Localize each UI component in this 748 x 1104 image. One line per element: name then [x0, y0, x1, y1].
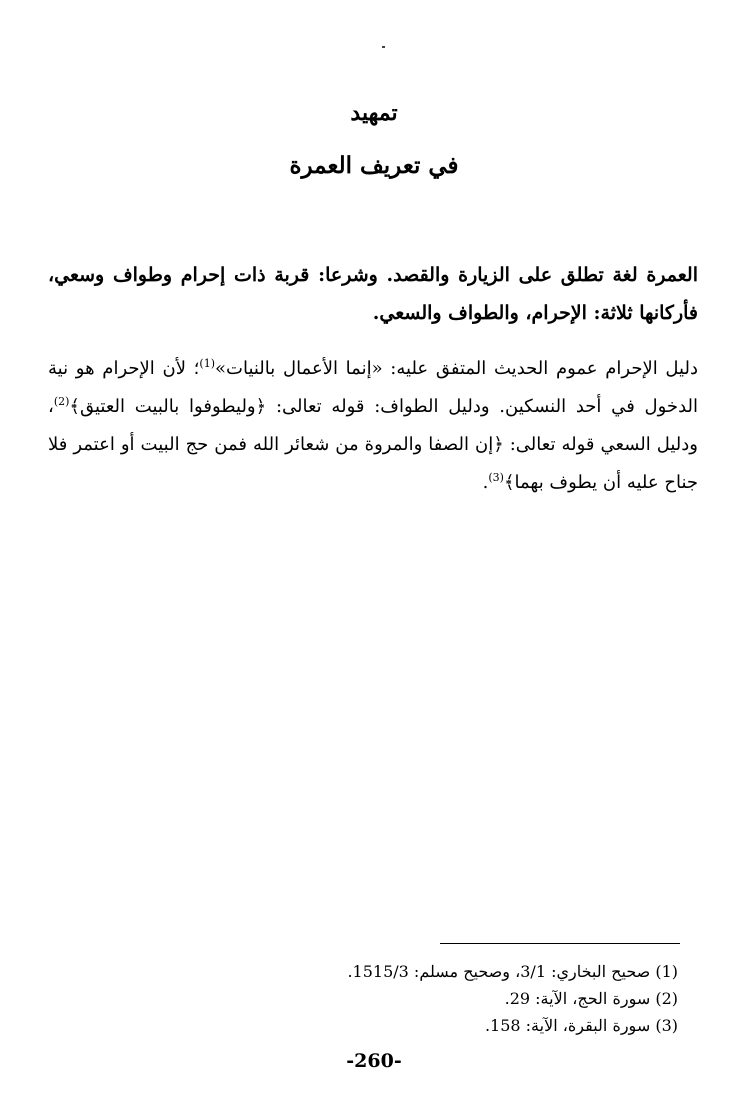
intro-paragraph: العمرة لغة تطلق على الزيارة والقصد. وشرعا: قربة ذات إحرام وطواف وسعي، فأركانها ثلاثة: الإحرام، والطواف والسعي. [48, 264, 698, 324]
footnote-ref-3: (3) [488, 471, 504, 484]
footnote-ref-2: (2) [53, 395, 70, 408]
footnotes-list [347, 958, 678, 1039]
page-subtitle: في تعريف العمرة [289, 152, 459, 179]
footnote-item: (3) سورة البقرة، الآية: 158. [484, 1016, 678, 1035]
evidence-text-sai: ، ودليل السعي قوله تعالى: ﴿إن الصفا والمروة من شعائر الله فمن حج البيت أو اعتمر فلا جناح عليه أن يطوف بهما﴾ [48, 396, 698, 493]
footnote-item: (2) سورة الحج، الآية: 29. [504, 989, 678, 1008]
page-title: تمهيد [350, 100, 398, 126]
evidence-text-tawaf: ؛ لأن الإحرام هو نية الدخول في أحد النسكين. ودليل الطواف: قوله تعالى: ﴿وليطوفوا بالبيت العتيق﴾ [48, 358, 698, 417]
footnote-divider [440, 943, 680, 944]
page-number: -260- [346, 1050, 402, 1072]
footnote-ref-1: (1) [199, 357, 215, 370]
scan-speck [382, 46, 385, 48]
evidence-text-ihram: دليل الإحرام عموم الحديث المتفق عليه: «إنما الأعمال بالنيات» [215, 358, 698, 379]
evidence-end-period: . [482, 472, 489, 493]
evidence-paragraph [48, 350, 698, 502]
footnote-item: (1) صحيح البخاري: 3/1، وصحيح مسلم: 1515/3. [347, 962, 678, 981]
